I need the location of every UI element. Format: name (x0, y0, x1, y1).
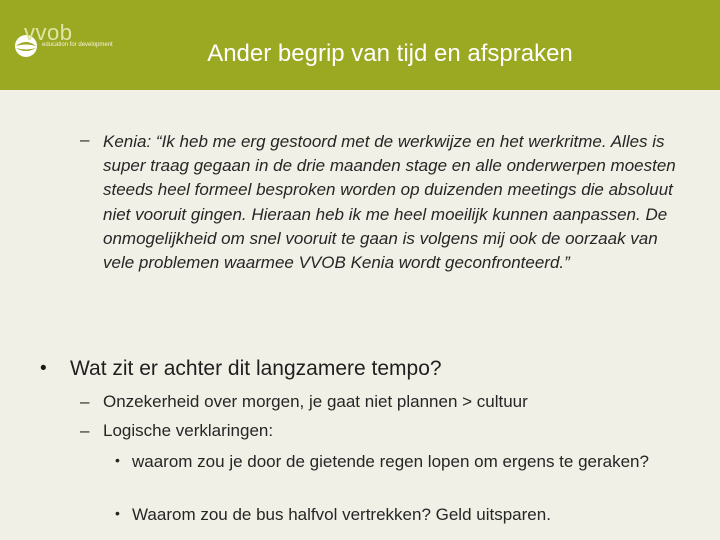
slide-title: Ander begrip van tijd en afspraken (207, 40, 573, 67)
logo-tagline: education for development (42, 42, 113, 48)
sub-item: Logische verklaringen: (103, 421, 274, 440)
sub-sub-item: waarom zou je door de gietende regen lopen om ergens te geraken? (132, 452, 649, 471)
sub-item: Onzekerheid over morgen, je gaat niet plannen > cultuur (103, 392, 528, 411)
sub-dash: – (80, 421, 90, 440)
sub-sub-item: Waarom zou de bus halfvol vertrekken? Geld uitsparen. (132, 505, 551, 524)
logo-wordmark: vvob (24, 20, 73, 45)
sub-sub-bullet: • (115, 452, 120, 468)
header-bar (0, 0, 720, 90)
quote-dash: – (80, 130, 90, 149)
sub-sub-bullet: • (115, 505, 120, 521)
vvob-logo (12, 20, 142, 70)
question-text: Wat zit er achter dit langzamere tempo? (70, 357, 442, 380)
sub-dash: – (80, 392, 90, 411)
main-bullet: • (40, 358, 47, 379)
quote-text: Kenia: “Ik heb me erg gestoord met de werkwijze en het werkritme. Alles is super traag gegaan in de drie maanden stage en alle onderwerpen moesten steeds heel formeel besproken worden op duizenden meetings die absoluut niet vooruit gingen. Hieraan heb ik me heel moeilijk kunnen aanpassen. De onmogelijkheid om snel vooruit te gaan is volgens mij ook de oorzaak van vele problemen waarmee VVOB Kenia wordt geconfronteerd.” (103, 132, 676, 273)
